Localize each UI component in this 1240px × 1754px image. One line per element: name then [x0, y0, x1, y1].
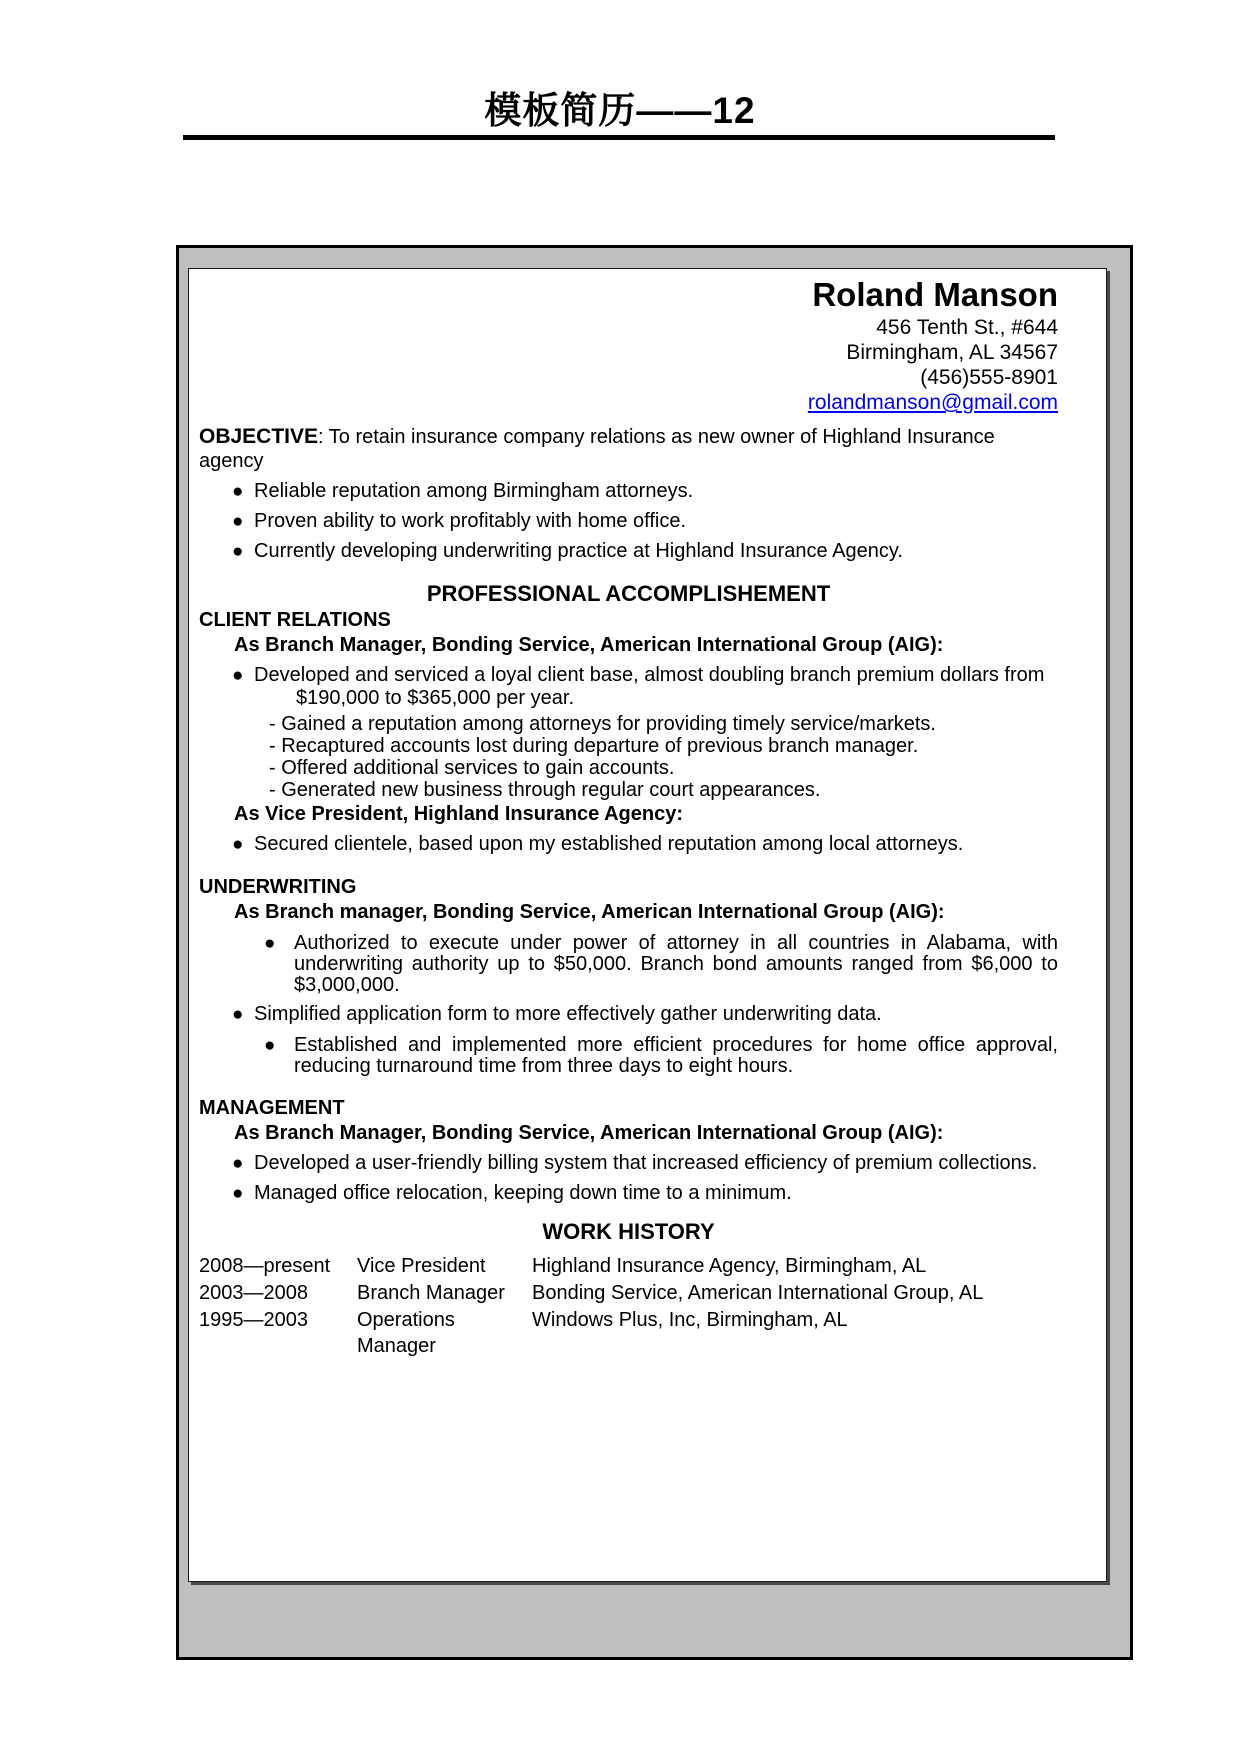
wh-title: Vice President [357, 1255, 486, 1277]
bullet-item [264, 933, 1058, 996]
work-history-row [199, 1280, 1058, 1306]
bullet-icon: ● [232, 834, 244, 855]
bullet-item [199, 1003, 1058, 1026]
work-history-row [199, 1307, 1058, 1359]
objective-label: OBJECTIVE [199, 425, 319, 448]
objective-bullet [199, 480, 1058, 503]
dash-item: - Recaptured accounts lost during departure of previous branch manager. [269, 735, 919, 757]
role-line: As Branch manager, Bonding Service, American International Group (AIG): [234, 901, 945, 923]
section-title-underwriting: UNDERWRITING [199, 876, 357, 898]
bullet-text: Developed a user-friendly billing system that increased efficiency of premium collections. [254, 1152, 1038, 1174]
dash-item: - Offered additional services to gain accounts. [269, 757, 675, 779]
wh-dates: 2003—2008 [199, 1282, 308, 1304]
wh-company: Windows Plus, Inc, Birmingham, AL [532, 1309, 848, 1331]
email-link[interactable]: rolandmanson@gmail.com [807, 391, 1058, 414]
bullet-text: Secured clientele, based upon my established reputation among local attorneys. [254, 833, 964, 855]
bullet-icon: ● [232, 481, 244, 502]
bullet-text: Reliable reputation among Birmingham attorneys. [254, 480, 694, 502]
bullet-text: Developed and serviced a loyal client base, almost doubling branch premium dollars from $190,000 to $365,000 per year. [254, 664, 1045, 709]
wh-company: Bonding Service, American International Group, AL [532, 1282, 984, 1304]
bullet-text: Established and implemented more efficient procedures for home office approval, reducing turnaround time from three days to eight hours. [294, 1034, 1058, 1077]
section-title-client-relations: CLIENT RELATIONS [199, 609, 391, 631]
bullet-icon: ● [264, 933, 276, 954]
email-row [199, 390, 1058, 415]
bullet-text: Currently developing underwriting practice at Highland Insurance Agency. [254, 540, 903, 562]
objective-bullet [199, 540, 1058, 563]
bullet-icon: ● [232, 541, 244, 562]
role-line: As Vice President, Highland Insurance Agency: [234, 803, 684, 825]
work-history-row [199, 1253, 1058, 1279]
objective-line [199, 425, 1058, 473]
role-line: As Branch Manager, Bonding Service, American International Group (AIG): [234, 634, 944, 656]
bullet-text: Proven ability to work profitably with home office. [254, 510, 687, 532]
resume-frame [176, 245, 1133, 1660]
bullet-icon: ● [232, 1153, 244, 1174]
bullet-item [199, 833, 1058, 856]
address-line-1: 456 Tenth St., #644 [876, 316, 1058, 339]
bullet-item [199, 664, 1058, 710]
bullet-text: Managed office relocation, keeping down time to a minimum. [254, 1182, 792, 1204]
bullet-icon: ● [264, 1035, 276, 1056]
phone-number: (456)555-8901 [920, 366, 1058, 389]
title-underline [183, 135, 1055, 140]
bullet-icon: ● [232, 665, 244, 686]
bullet-item [199, 1182, 1058, 1205]
bullet-icon: ● [232, 511, 244, 532]
section-title-management: MANAGEMENT [199, 1097, 345, 1119]
candidate-name: Roland Manson [812, 276, 1058, 313]
wh-title: Operations Manager [357, 1309, 455, 1357]
bullet-text: Simplified application form to more effectively gather underwriting data. [254, 1003, 882, 1025]
dash-item: - Gained a reputation among attorneys for providing timely service/markets. [269, 713, 936, 735]
document-title: 模板简历——12 [484, 90, 756, 131]
wh-company: Highland Insurance Agency, Birmingham, AL [532, 1255, 927, 1277]
professional-heading: PROFESSIONAL ACCOMPLISHEMENT [426, 581, 831, 606]
bullet-icon: ● [232, 1183, 244, 1204]
dash-item: - Generated new business through regular court appearances. [269, 779, 821, 801]
resume-header [199, 275, 1058, 415]
wh-dates: 1995—2003 [199, 1309, 308, 1331]
bullet-icon: ● [232, 1004, 244, 1025]
role-line: As Branch Manager, Bonding Service, American International Group (AIG): [234, 1122, 944, 1144]
work-history-heading: WORK HISTORY [542, 1219, 715, 1244]
bullet-item [264, 1035, 1058, 1077]
wh-dates: 2008—present [199, 1255, 331, 1277]
objective-bullet [199, 510, 1058, 533]
address-line-2: Birmingham, AL 34567 [846, 341, 1058, 364]
resume-page [188, 268, 1107, 1582]
bullet-item [199, 1152, 1058, 1175]
wh-title: Branch Manager [357, 1282, 505, 1304]
objective-text: : To retain insurance company relations as new owner of Highland Insurance agency [199, 426, 995, 472]
bullet-text: Authorized to execute under power of attorney in all countries in Alabama, with underwriting authority up to $50,000. Branch bond amounts ranged from $6,000 to $3,000,000. [294, 932, 1058, 996]
